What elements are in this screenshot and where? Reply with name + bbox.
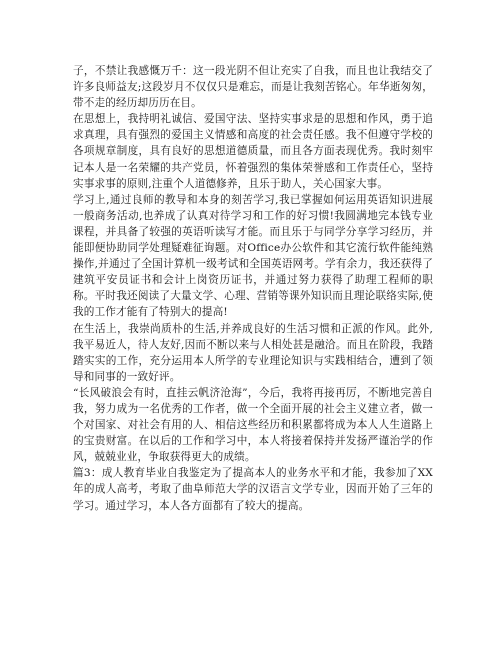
paragraph-thought: 在思想上，我持明礼诚信、爱国守法、坚持实事求是的思想和作风，勇于追求真理，具有强烈的爱国主义情感和高度的社会责任感。我不但遵守学校的各项规章制度，具有良好的思想道德质量，而且各方面表现优秀。我时刻牢记本人是一名荣耀的共产党员，怀着强烈的集体荣誉感和工作责任心，坚持实事求事的原则,注重个人道德修养，且乐于助人，关心国家大事。 [73,113,433,190]
paragraph-article-3: 篇3：成人教育毕业自我鉴定为了提高本人的业务水平和才能，我参加了XX年的成人高考，考取了曲阜师范大学的汉语言文学专业，因而开始了三年的学习。通过学习，本人各方面都有了较大的提高。 [73,467,433,512]
paragraph-future: “长风破浪会有时，直挂云帆济沧海”，今后，我将再接再厉，不断地完善自我，努力成为一名优秀的工作者，做一个全面开展的社会主义建立者，做一个对国家、对社会有用的人、相信这些经历和积累都将成为本人人生道路上的宝贵财富。在以后的工作和学习中，本人将接着保持并发扬严谨治学的作风，兢兢业业，争取获得更大的成绩。 [73,386,433,464]
paragraph-life: 在生活上，我崇尚质朴的生活,并养成良好的生活习惯和正派的作风。此外,我平易近人，待人友好,因而不断以来与人相处甚是融洽。而且在阶段，我踏踏实实的工作，充分运用本人所学的专业理论知识与实践相结合，遭到了领导和同事的一致好评。 [73,322,433,383]
document-body [73,63,433,514]
paragraph-study: 学习上,通过良师的教导和本身的刻苦学习,我已掌握如何运用英语知识进展一般商务活动,也养成了认真对待学习和工作的好习惯!我圆满地完本钱专业课程，并具备了较强的英语听读写才能。而且乐于与同学分享学习经历，并能即便协助同学处理疑难征询题。对Office办公软件和其它流行软件能纯熟操作,并通过了全国计算机一级考试和全国英语网考。学有余力，我还获得了建筑平安员证书和会计上岗资历证书，并通过努力获得了助理工程师的职称。平时我还阅读了大量文学、心理、营销等课外知识而且理论联络实际,使我的工作才能有了特别大的提高! [73,193,433,319]
paragraph-intro-continuation: 子，不禁让我感慨万千：这一段光阴不但让充实了自我，而且也让我结交了许多良师益友;这段岁月不仅仅只是难忘，而是让我刻苦铭心。年华逝匆匆，带不走的经历却历历在目。 [73,65,433,110]
